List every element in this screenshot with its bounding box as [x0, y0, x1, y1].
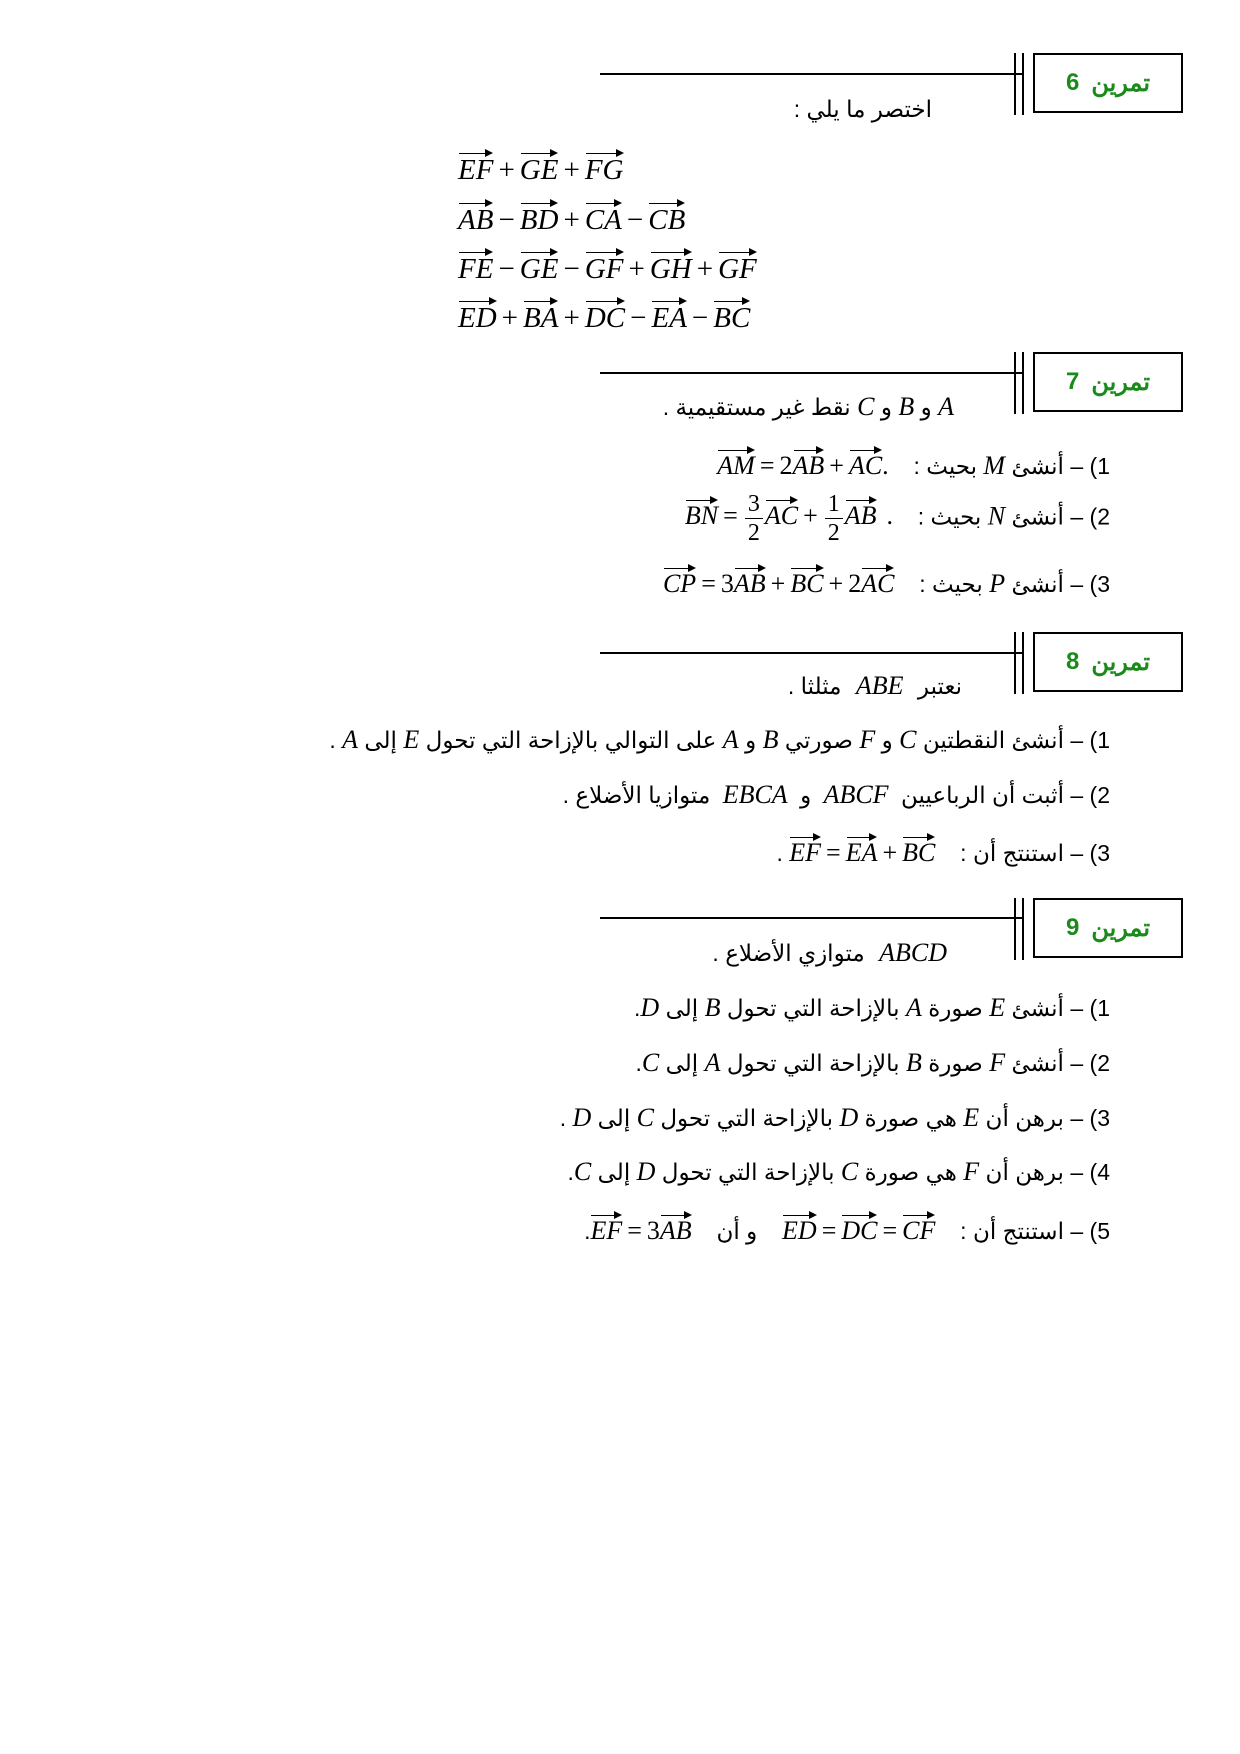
exercise-6-label: تمرين 6: [1033, 53, 1183, 113]
expression-3: FE − GE − GF + GH + GF: [458, 249, 757, 286]
expression-1: EF + GE + FG: [458, 150, 624, 187]
header-bar: [1022, 632, 1024, 694]
exercise-8-item-3: 3) – استنتج أن : EF = EA + BC .: [777, 834, 1111, 868]
exercise-9-item-2: 2) – أنشئ F صورة B بالإزاحة التي تحول A إلى C.: [635, 1048, 1110, 1077]
header-bar: [1022, 53, 1024, 115]
exercise-9-item-4: 4) – برهن أن F هي صورة C بالإزاحة التي تحول D إلى C.: [567, 1157, 1110, 1186]
exercise-9-item-1: 1) – أنشئ E صورة A بالإزاحة التي تحول B إلى D.: [634, 993, 1110, 1022]
equation: EF = 3AB: [590, 1212, 691, 1246]
header-bar: [1022, 898, 1024, 960]
exercise-7-item-1: 1) – أنشئ M بحيث : AM = 2AB + AC.: [717, 447, 1110, 481]
exercise-9-intro: ABCD متوازي الأضلاع .: [712, 938, 947, 967]
exercise-7-label: تمرين 7: [1033, 352, 1183, 412]
exercise-8-label: تمرين 8: [1033, 632, 1183, 692]
exercise-9-item-5: 5) – استنتج أن : ED = DC = CF و أن EF = 3AB.: [584, 1212, 1110, 1246]
header-rule: [600, 372, 1023, 374]
exercise-7-item-2: 2) – أنشئ N بحيث : BN = $\frac{3}{2}$ AC + $\frac{1}{2}$ AB .: [684, 491, 1110, 546]
exercise-8-intro: نعتبر ABE مثلثا .: [787, 671, 962, 700]
header-rule: [600, 73, 1023, 75]
header-bar: [1014, 898, 1016, 960]
equation: EF = EA + BC: [789, 834, 935, 868]
header-bar: [1022, 352, 1024, 414]
exercise-9-item-3: 3) – برهن أن E هي صورة D بالإزاحة التي تحول C إلى D .: [559, 1103, 1110, 1132]
header-bar: [1014, 632, 1016, 694]
exercise-6-intro: اختصر ما يلي :: [793, 96, 932, 122]
exercise-9-label: تمرين 9: [1033, 898, 1183, 958]
header-rule: [600, 917, 1023, 919]
equation: BN = $\frac{3}{2}$ AC + $\frac{1}{2}$ AB .: [684, 491, 893, 546]
expression-4: ED + BA + DC − EA − BC: [458, 298, 750, 335]
expression-2: AB − BD + CA − CB: [458, 200, 685, 237]
equation: AM = 2AB + AC.: [717, 447, 888, 481]
exercise-7-item-3: 3) – أنشئ P بحيث : CP = 3AB + BC + 2AC: [663, 565, 1110, 599]
equation: ED = DC = CF: [782, 1212, 935, 1246]
header-rule: [600, 652, 1023, 654]
header-bar: [1014, 53, 1016, 115]
header-bar: [1014, 352, 1016, 414]
exercise-8-item-2: 2) – أثبت أن الرباعيين ABCF و EBCA متوازيا الأضلاع .: [562, 780, 1110, 809]
exercise-8-item-1: 1) – أنشئ النقطتين C و F صورتي B و A على التوالي بالإزاحة التي تحول E إلى A .: [329, 725, 1110, 754]
exercise-7-intro: A و B و C نقط غير مستقيمية .: [662, 392, 954, 421]
equation: CP = 3AB + BC + 2AC: [663, 565, 894, 599]
